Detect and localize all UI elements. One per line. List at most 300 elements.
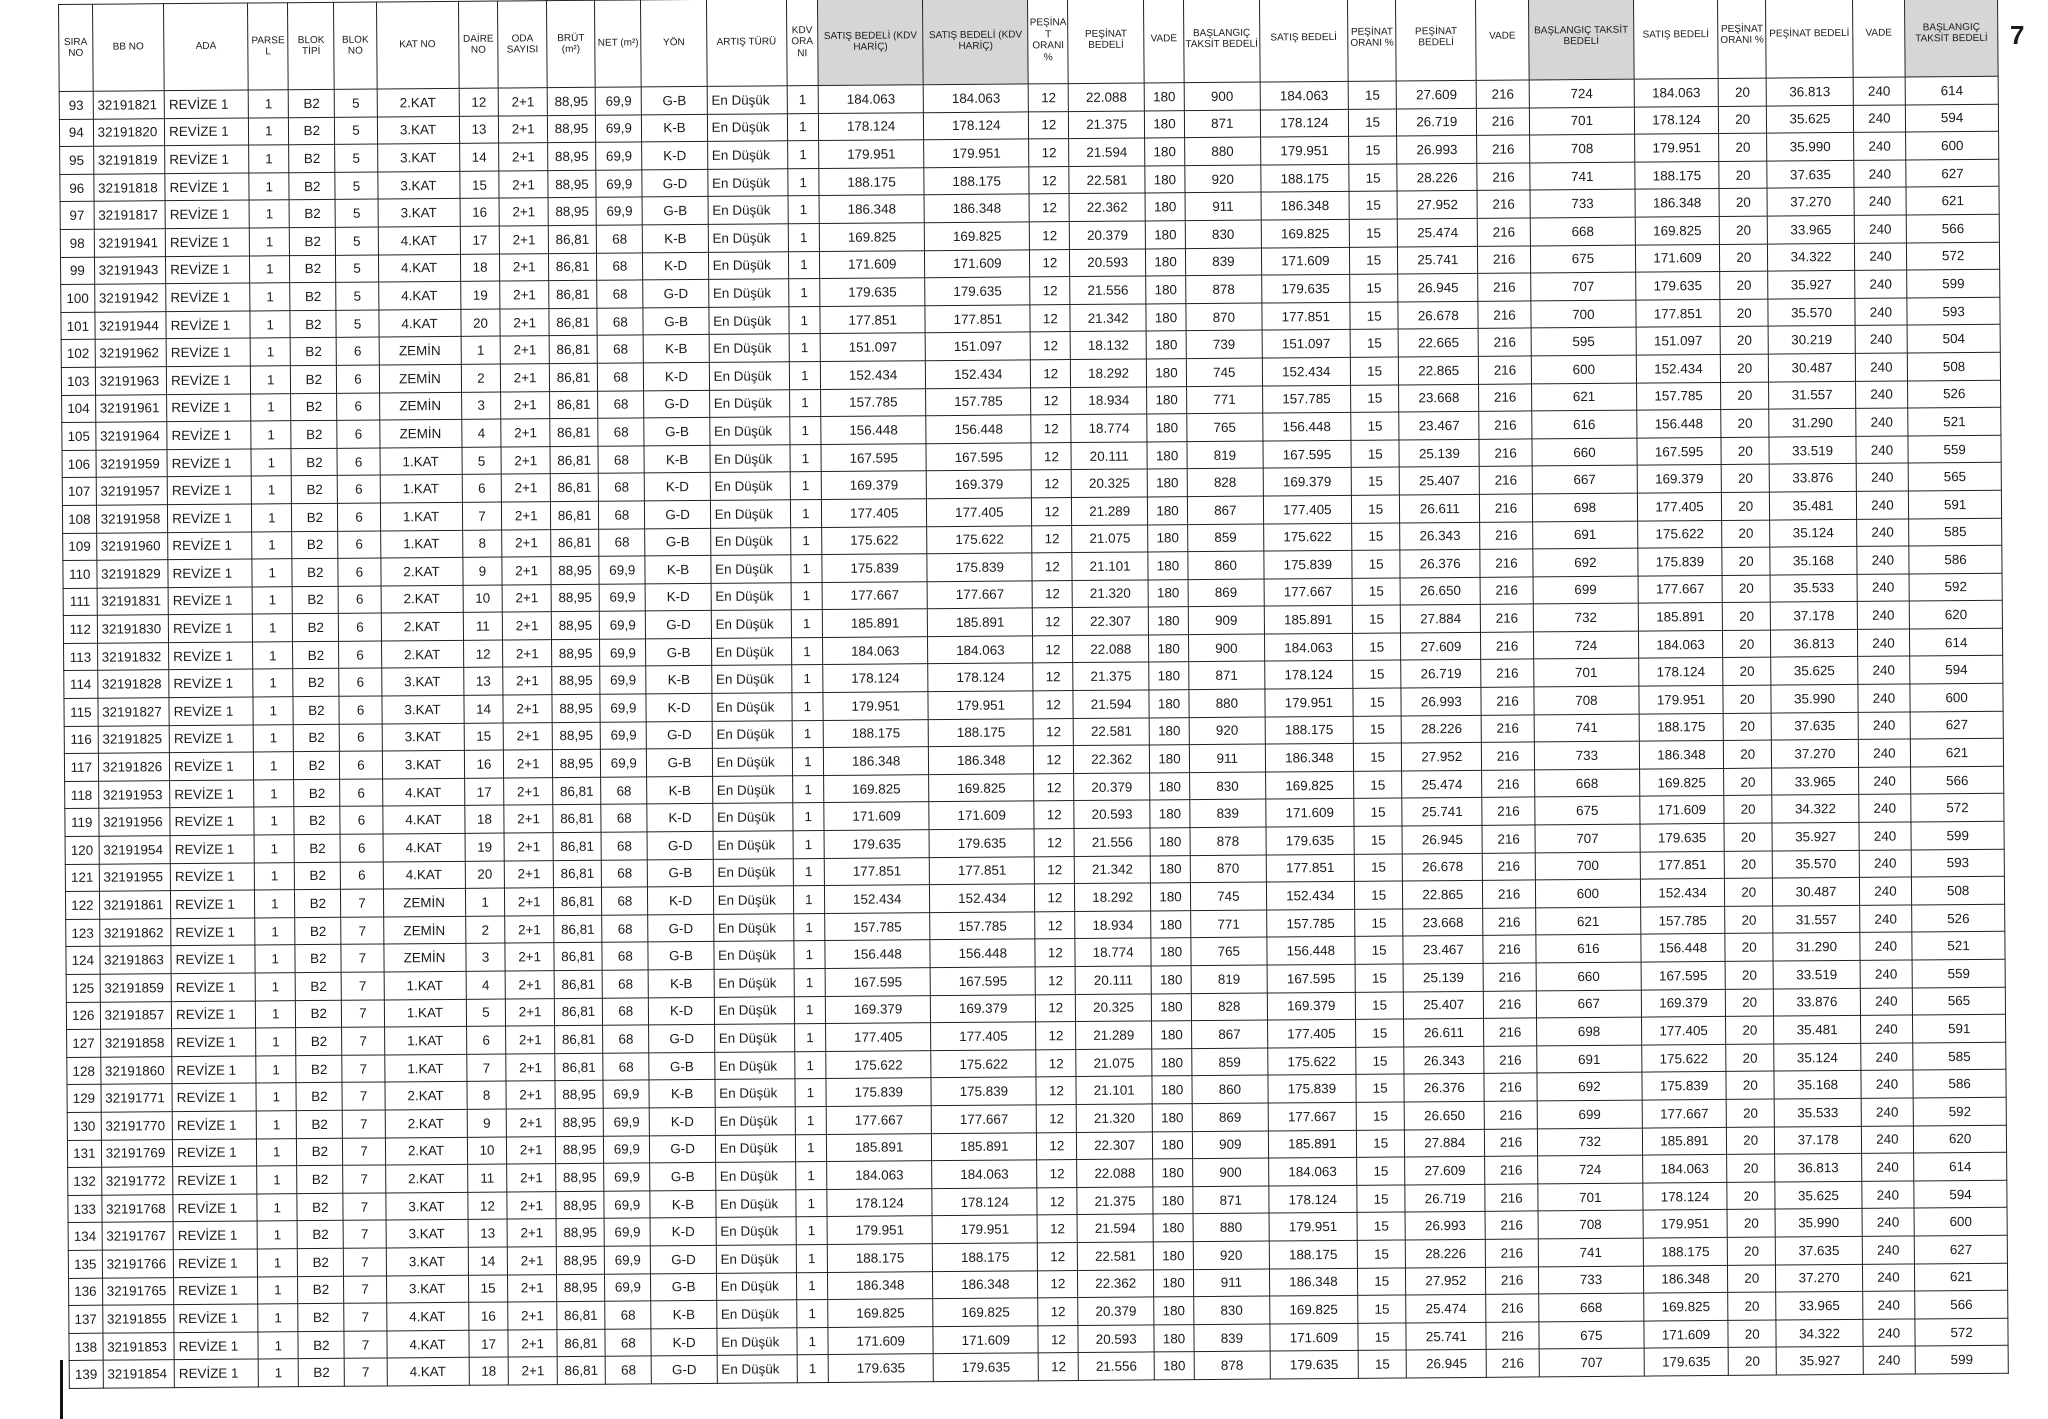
table-cell: 178.124 <box>928 663 1033 691</box>
table-cell: 18 <box>464 805 504 833</box>
table-cell: En Düşük <box>707 113 787 141</box>
table-cell: 186.348 <box>823 747 928 775</box>
table-cell: 171.609 <box>820 250 925 278</box>
table-cell: 592 <box>1913 1097 2006 1125</box>
table-cell: 12 <box>1032 580 1072 608</box>
column-header: ADA <box>164 3 249 91</box>
table-cell: 177.405 <box>1267 1020 1356 1048</box>
table-cell: 86,81 <box>549 280 598 308</box>
table-cell: 32191960 <box>96 532 168 560</box>
table-cell: 26.945 <box>1402 825 1482 853</box>
table-cell: 216 <box>1480 521 1533 549</box>
table-cell: 17 <box>464 778 504 806</box>
table-cell: 20 <box>1720 271 1769 299</box>
table-cell: 21.075 <box>1072 524 1148 552</box>
table-cell: 188.175 <box>1643 1237 1727 1265</box>
table-cell: 86,81 <box>549 391 598 419</box>
table-cell: G-D <box>651 1245 716 1273</box>
table-cell: 1 <box>789 389 821 417</box>
table-cell: 216 <box>1481 632 1534 660</box>
table-cell: 33.965 <box>1776 1291 1862 1319</box>
table-cell: 675 <box>1530 245 1635 273</box>
table-cell: 616 <box>1536 935 1641 963</box>
table-cell: B2 <box>289 200 335 228</box>
table-cell: B2 <box>290 338 336 366</box>
table-cell: 169.825 <box>924 222 1029 250</box>
table-cell: 1 <box>248 90 288 118</box>
table-cell: 2+1 <box>508 1302 557 1330</box>
table-cell: 900 <box>1193 1158 1269 1186</box>
column-header: BAŞLANGIÇ TAKSİT BEDELİ <box>1183 0 1259 83</box>
table-cell: 32191769 <box>101 1139 173 1167</box>
table-cell: 2+1 <box>506 1053 555 1081</box>
column-header: VADE <box>1144 0 1185 83</box>
table-cell: 7 <box>342 1027 384 1055</box>
table-cell: REVİZE 1 <box>166 283 250 311</box>
table-cell: 180 <box>1152 1104 1192 1132</box>
table-cell: 1 <box>256 1083 296 1111</box>
table-cell: 169.825 <box>828 1299 933 1327</box>
table-cell: 180 <box>1146 276 1186 304</box>
table-cell: K-D <box>642 142 707 170</box>
table-cell: 180 <box>1150 883 1190 911</box>
column-header: SATIŞ BEDELİ (KDV HARİÇ) <box>818 0 924 86</box>
table-cell: 32191818 <box>93 173 165 201</box>
table-cell: 22.581 <box>1069 166 1145 194</box>
table-cell: 96 <box>60 174 94 202</box>
table-cell: 86,81 <box>557 1301 606 1329</box>
table-cell: En Düşük <box>715 1079 795 1107</box>
column-header: SATIŞ BEDELİ (KDV HARİÇ) <box>923 0 1029 85</box>
table-cell: 20 <box>1723 713 1772 741</box>
table-cell: 15 <box>1351 440 1400 468</box>
table-cell: 3.KAT <box>386 1247 468 1275</box>
table-cell: 69,9 <box>595 87 641 115</box>
table-cell: 10 <box>463 585 503 613</box>
table-cell: 22.307 <box>1077 1132 1153 1160</box>
table-cell: 240 <box>1853 132 1906 160</box>
table-cell: 37.635 <box>1776 1236 1862 1264</box>
table-cell: 180 <box>1152 1048 1192 1076</box>
table-cell: ZEMİN <box>379 364 461 392</box>
table-cell: 21.594 <box>1069 138 1145 166</box>
table-cell: 11 <box>463 612 503 640</box>
table-cell: 86,81 <box>553 805 602 833</box>
table-cell: B2 <box>296 1000 342 1028</box>
table-cell: 12 <box>1030 249 1070 277</box>
table-cell: 157.785 <box>821 388 926 416</box>
column-header: PEŞİNA T ORANI % <box>1028 0 1069 84</box>
table-cell: 216 <box>1485 1211 1538 1239</box>
table-cell: 2+1 <box>505 860 554 888</box>
table-cell: 32191765 <box>102 1277 174 1305</box>
table-cell: 1 <box>253 669 293 697</box>
table-cell: 1 <box>794 1024 826 1052</box>
table-cell: 2+1 <box>502 529 551 557</box>
table-cell: REVİZE 1 <box>167 476 251 504</box>
column-header: PEŞİNAT BEDELİ <box>1396 0 1477 81</box>
table-cell: 10 <box>467 1137 507 1165</box>
table-cell: 2.KAT <box>385 1109 467 1137</box>
column-header: PEŞİNAT ORANI % <box>1347 0 1396 81</box>
table-cell: 107 <box>62 478 96 506</box>
table-cell: REVİZE 1 <box>173 1249 257 1277</box>
table-cell: 68 <box>599 528 645 556</box>
table-cell: 2+1 <box>502 502 551 530</box>
table-cell: 1 <box>791 693 823 721</box>
table-cell: 171.609 <box>925 249 1030 277</box>
table-cell: 186.348 <box>819 195 924 223</box>
table-cell: B2 <box>297 1138 343 1166</box>
table-cell: 1 <box>793 831 825 859</box>
table-cell: 699 <box>1537 1100 1642 1128</box>
table-cell: 1 <box>258 1249 298 1277</box>
table-cell: 1.KAT <box>380 447 462 475</box>
column-header: SATIŞ BEDELİ <box>1633 0 1718 79</box>
table-cell: 699 <box>1533 576 1638 604</box>
table-cell: 599 <box>1911 821 2004 849</box>
table-cell: 179.951 <box>819 140 924 168</box>
table-cell: 31.557 <box>1769 381 1855 409</box>
table-cell: 32191829 <box>97 560 169 588</box>
table-cell: 741 <box>1530 162 1635 190</box>
table-cell: 180 <box>1152 1021 1192 1049</box>
table-cell: 240 <box>1857 656 1910 684</box>
table-cell: 1 <box>252 586 292 614</box>
table-cell: 1 <box>250 255 290 283</box>
table-cell: 878 <box>1190 827 1266 855</box>
table-cell: 627 <box>1906 159 1999 187</box>
table-cell: 177.667 <box>1642 1099 1726 1127</box>
table-cell: 240 <box>1858 767 1911 795</box>
table-cell: 20 <box>1723 630 1772 658</box>
table-cell: 169.825 <box>1269 1295 1358 1323</box>
table-cell: 240 <box>1853 105 1906 133</box>
table-cell: 20 <box>1725 906 1774 934</box>
table-cell: 240 <box>1861 1070 1914 1098</box>
table-cell: 2+1 <box>500 226 549 254</box>
table-cell: 180 <box>1154 1324 1194 1352</box>
table-cell: 15 <box>1352 522 1401 550</box>
table-cell: 169.825 <box>933 1298 1038 1326</box>
table-cell: 22.665 <box>1398 329 1478 357</box>
table-cell: 871 <box>1184 110 1260 138</box>
table-cell: 180 <box>1154 1269 1194 1297</box>
table-cell: 179.951 <box>1635 134 1719 162</box>
table-cell: 2+1 <box>503 695 552 723</box>
table-cell: 68 <box>603 997 649 1025</box>
table-cell: 180 <box>1146 359 1186 387</box>
table-cell: 88,95 <box>547 142 596 170</box>
table-cell: 15 <box>1354 881 1403 909</box>
table-cell: 69,9 <box>600 722 646 750</box>
table-cell: 745 <box>1190 882 1266 910</box>
table-cell: 177.851 <box>925 305 1030 333</box>
table-cell: 86,81 <box>549 308 598 336</box>
table-cell: 185.891 <box>932 1132 1037 1160</box>
table-cell: REVİZE 1 <box>165 173 249 201</box>
table-cell: 32191855 <box>102 1305 174 1333</box>
table-cell: 1 <box>795 1189 827 1217</box>
table-cell: 2+1 <box>506 1081 555 1109</box>
table-cell: 177.851 <box>1636 299 1720 327</box>
table-cell: 8 <box>467 1081 507 1109</box>
table-cell: REVİZE 1 <box>171 1001 255 1029</box>
table-cell: 20.111 <box>1075 966 1151 994</box>
table-cell: B2 <box>289 117 335 145</box>
table-cell: REVİZE 1 <box>171 918 255 946</box>
table-cell: 5 <box>336 282 378 310</box>
table-cell: 32191830 <box>97 615 169 643</box>
table-cell: 765 <box>1187 413 1263 441</box>
table-cell: 88,95 <box>555 1081 604 1109</box>
table-cell: 186.348 <box>1269 1268 1358 1296</box>
table-cell: 2+1 <box>505 888 554 916</box>
table-cell: 20 <box>1721 492 1770 520</box>
table-cell: 12 <box>1038 1242 1078 1270</box>
table-cell: REVİZE 1 <box>173 1194 257 1222</box>
table-cell: 2.KAT <box>380 557 462 585</box>
table-cell: 86,81 <box>554 998 603 1026</box>
table-cell: 12 <box>1033 635 1073 663</box>
table-cell: 184.063 <box>1260 81 1349 109</box>
table-cell: 599 <box>1907 269 2000 297</box>
table-cell: 167.595 <box>1641 961 1725 989</box>
table-cell: 12 <box>1030 222 1070 250</box>
table-cell: 20 <box>465 861 505 889</box>
table-cell: 1 <box>258 1359 298 1387</box>
table-cell: 240 <box>1861 1153 1914 1181</box>
table-cell: 830 <box>1185 220 1261 248</box>
table-cell: 5 <box>466 999 506 1027</box>
table-cell: 2+1 <box>500 198 549 226</box>
table-cell: 2.KAT <box>381 640 463 668</box>
table-cell: 12 <box>1034 829 1074 857</box>
table-cell: 216 <box>1483 880 1536 908</box>
table-cell: 216 <box>1478 301 1531 329</box>
table-cell: 180 <box>1153 1242 1193 1270</box>
table-cell: 22.581 <box>1073 718 1149 746</box>
table-cell: 1 <box>251 448 291 476</box>
table-cell: 32191860 <box>100 1056 172 1084</box>
table-cell: 93 <box>59 91 93 119</box>
table-cell: 771 <box>1187 386 1263 414</box>
table-cell: 600 <box>1910 683 2003 711</box>
table-cell: 732 <box>1533 603 1638 631</box>
table-cell: 4.KAT <box>386 1302 468 1330</box>
table-cell: 240 <box>1858 684 1911 712</box>
table-cell: 2.KAT <box>385 1137 467 1165</box>
table-cell: 12 <box>1038 1298 1078 1326</box>
table-cell: REVİZE 1 <box>170 752 254 780</box>
table-cell: K-B <box>646 666 711 694</box>
table-cell: 180 <box>1150 772 1190 800</box>
table-cell: 2+1 <box>500 281 549 309</box>
table-cell: 171.609 <box>929 801 1034 829</box>
table-cell: 20 <box>1719 133 1768 161</box>
table-cell: 18.774 <box>1071 414 1147 442</box>
table-cell: 177.405 <box>1641 1017 1725 1045</box>
table-cell: 1 <box>790 499 822 527</box>
table-cell: 1 <box>788 223 820 251</box>
table-cell: 7 <box>344 1331 386 1359</box>
table-cell: 69,9 <box>604 1191 650 1219</box>
table-cell: 15 <box>1356 1102 1405 1130</box>
table-cell: 701 <box>1529 107 1634 135</box>
table-cell: B2 <box>292 558 338 586</box>
table-cell: 240 <box>1858 712 1911 740</box>
table-cell: 32191942 <box>94 284 166 312</box>
table-cell: En Düşük <box>715 1134 795 1162</box>
table-cell: 35.990 <box>1767 133 1853 161</box>
table-cell: 152.434 <box>1640 879 1724 907</box>
table-cell: 3.KAT <box>386 1275 468 1303</box>
table-cell: 20 <box>1728 1347 1777 1375</box>
table-cell: 32191766 <box>102 1250 174 1278</box>
table-cell: 620 <box>1909 601 2002 629</box>
table-cell: 32191820 <box>93 118 165 146</box>
table-cell: G-D <box>645 500 710 528</box>
table-cell: 179.635 <box>1640 823 1724 851</box>
table-cell: En Düşük <box>711 555 791 583</box>
table-cell: En Düşük <box>710 527 790 555</box>
table-cell: 156.448 <box>1267 937 1356 965</box>
table-cell: 240 <box>1862 1208 1915 1236</box>
table-cell: 22.865 <box>1403 881 1483 909</box>
table-cell: 7 <box>344 1220 386 1248</box>
table-cell: 216 <box>1485 1128 1538 1156</box>
table-cell: G-D <box>649 1025 714 1053</box>
table-cell: 88,95 <box>551 639 600 667</box>
table-cell: 26.945 <box>1398 274 1478 302</box>
table-cell: 6 <box>337 448 379 476</box>
table-cell: K-D <box>650 1107 715 1135</box>
table-cell: 591 <box>1909 490 2002 518</box>
table-cell: 68 <box>597 280 643 308</box>
table-cell: 26.343 <box>1404 1046 1484 1074</box>
table-cell: 240 <box>1856 518 1909 546</box>
table-cell: En Düşük <box>713 858 793 886</box>
table-cell: 151.097 <box>925 332 1030 360</box>
table-cell: 157.785 <box>930 912 1035 940</box>
table-cell: 68 <box>605 1301 651 1329</box>
table-cell: 12 <box>1036 1049 1076 1077</box>
table-cell: 18.292 <box>1071 359 1147 387</box>
table-cell: 152.434 <box>930 884 1035 912</box>
table-cell: 175.622 <box>826 1050 931 1078</box>
table-cell: 5 <box>335 117 377 145</box>
table-cell: REVİZE 1 <box>169 697 253 725</box>
table-cell: 35.927 <box>1777 1347 1863 1375</box>
table-cell: K-B <box>643 224 708 252</box>
table-cell: 20 <box>1724 823 1773 851</box>
table-cell: 1 <box>250 310 290 338</box>
table-cell: 15 <box>1355 964 1404 992</box>
table-cell: 26.678 <box>1398 301 1478 329</box>
table-cell: 177.405 <box>826 1023 931 1051</box>
table-cell: 585 <box>1909 518 2002 546</box>
table-cell: 32191771 <box>101 1084 173 1112</box>
table-cell: 585 <box>1913 1042 2006 1070</box>
table-cell: 179.951 <box>1260 137 1349 165</box>
table-cell: REVİZE 1 <box>169 725 253 753</box>
table-cell: 1 <box>792 775 824 803</box>
table-cell: 12 <box>1034 773 1074 801</box>
table-cell: 216 <box>1484 1073 1537 1101</box>
table-cell: 20 <box>1720 326 1769 354</box>
table-cell: 2.KAT <box>384 1082 466 1110</box>
table-cell: 185.891 <box>826 1133 931 1161</box>
table-cell: 12 <box>1029 84 1069 112</box>
table-cell: 12 <box>1030 304 1070 332</box>
table-cell: 180 <box>1145 138 1185 166</box>
table-cell: 171.609 <box>824 802 929 830</box>
table-cell: G-B <box>642 86 707 114</box>
table-cell: 216 <box>1485 1184 1538 1212</box>
table-cell: 167.595 <box>1263 440 1352 468</box>
table-cell: 2+1 <box>508 1247 557 1275</box>
table-cell: B2 <box>291 393 337 421</box>
table-cell: 7 <box>344 1248 386 1276</box>
table-cell: 35.570 <box>1768 298 1854 326</box>
table-cell: 12 <box>1032 497 1072 525</box>
table-cell: 180 <box>1147 414 1187 442</box>
table-cell: 95 <box>60 146 94 174</box>
table-cell: 179.635 <box>820 278 925 306</box>
table-cell: 32191825 <box>98 725 170 753</box>
table-cell: 18 <box>469 1357 509 1385</box>
table-cell: 216 <box>1477 108 1530 136</box>
table-cell: 86,81 <box>555 1053 604 1081</box>
table-cell: 839 <box>1190 799 1266 827</box>
table-cell: 216 <box>1479 411 1532 439</box>
table-cell: 1 <box>256 1055 296 1083</box>
table-cell: 593 <box>1907 297 2000 325</box>
table-cell: 1 <box>790 527 822 555</box>
table-cell: K-B <box>644 445 709 473</box>
table-cell: 1 <box>787 168 819 196</box>
table-cell: 3.KAT <box>377 144 459 172</box>
table-cell: 668 <box>1534 769 1639 797</box>
table-cell: 12 <box>1029 139 1069 167</box>
table-cell: 1 <box>792 803 824 831</box>
table-cell: 179.951 <box>924 139 1029 167</box>
table-cell: 1 <box>796 1272 828 1300</box>
table-cell: 675 <box>1539 1321 1644 1349</box>
table-cell: 1 <box>794 969 826 997</box>
table-cell: 178.124 <box>1639 658 1723 686</box>
table-cell: 179.951 <box>932 1215 1037 1243</box>
table-cell: ZEMİN <box>383 944 465 972</box>
table-cell: 1 <box>258 1276 298 1304</box>
table-cell: 171.609 <box>1640 796 1724 824</box>
table-cell: 15 <box>1352 633 1401 661</box>
table-cell: 152.434 <box>1266 882 1355 910</box>
table-cell: 68 <box>598 446 644 474</box>
table-cell: 27.952 <box>1406 1267 1486 1295</box>
table-cell: 184.063 <box>1264 633 1353 661</box>
table-cell: 1 <box>791 637 823 665</box>
table-cell: 3.KAT <box>378 199 460 227</box>
table-cell: 169.379 <box>1637 465 1721 493</box>
table-cell: 20 <box>1728 1265 1777 1293</box>
table-cell: 1 <box>249 172 289 200</box>
table-cell: REVİZE 1 <box>172 1083 256 1111</box>
table-cell: 240 <box>1856 546 1909 574</box>
table-cell: 35.124 <box>1770 519 1856 547</box>
table-cell: 600 <box>1906 131 1999 159</box>
table-cell: 15 <box>1351 385 1400 413</box>
